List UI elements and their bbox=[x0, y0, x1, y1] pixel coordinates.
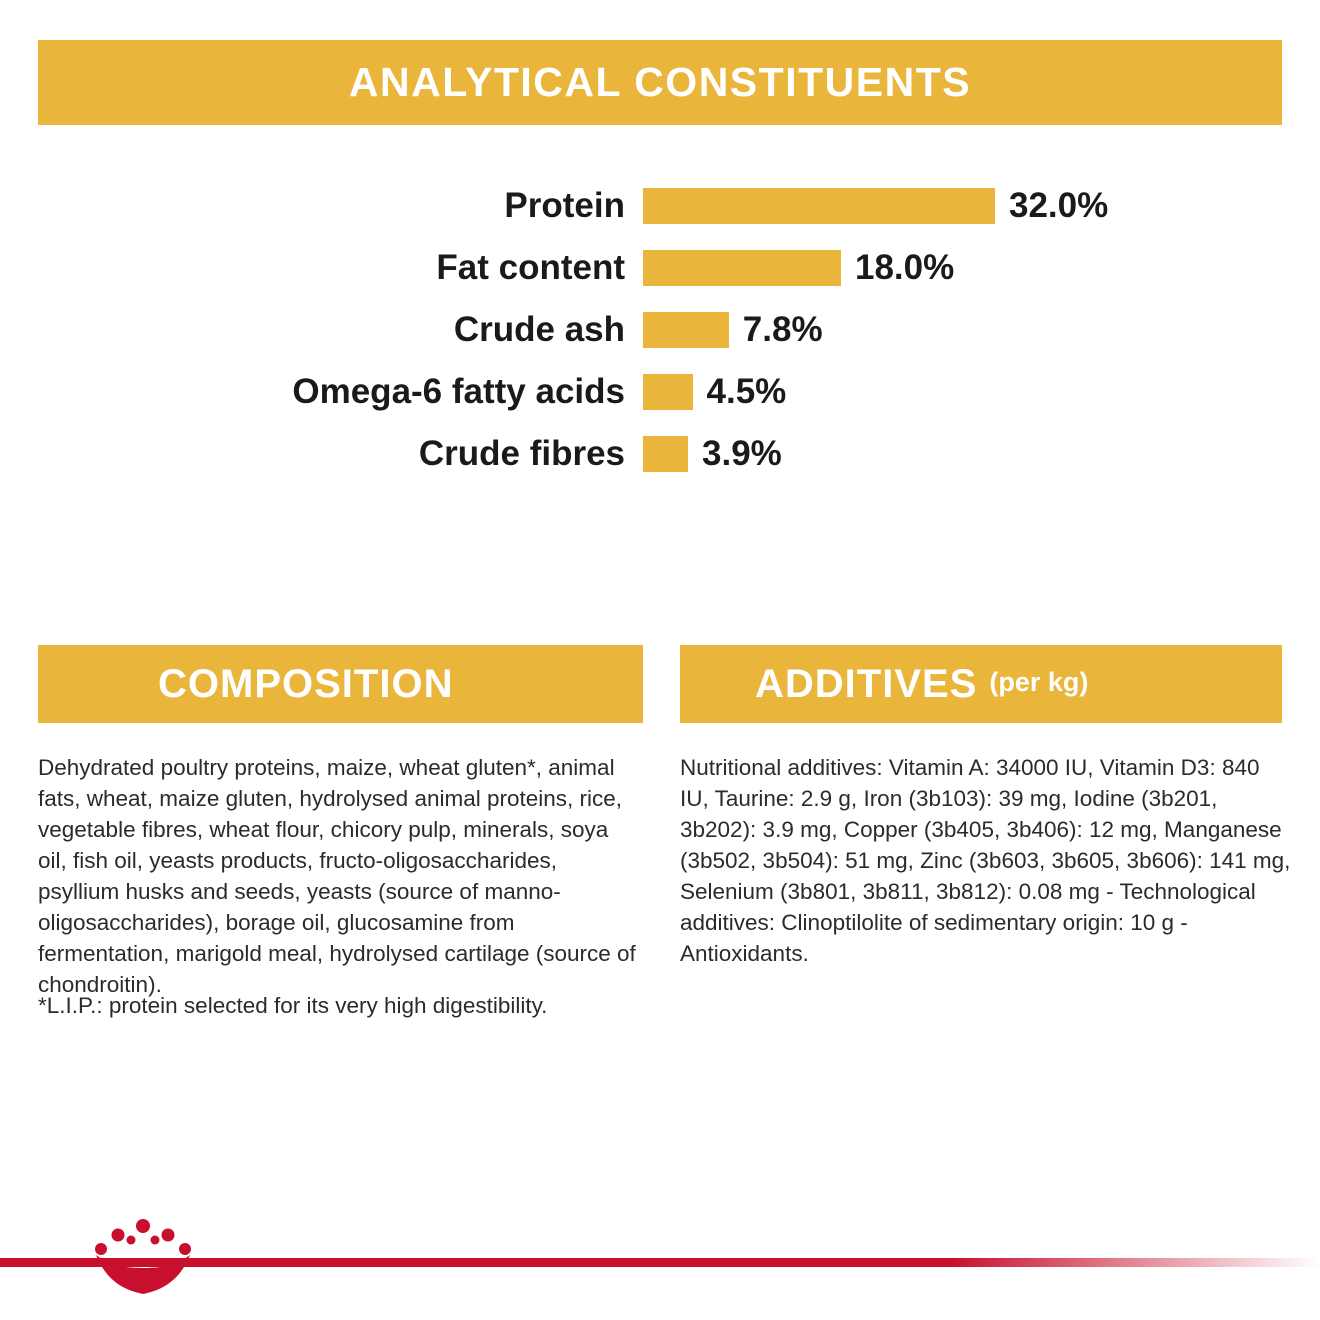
constituent-label: Protein bbox=[504, 186, 625, 225]
additives-text: Nutritional additives: Vitamin A: 34000 IU, Vitamin D3: 840 IU, Taurine: 2.9 g, Iron (3b103): 39 mg, Iodine (3b201, 3b202): 3.9 mg, Copper (3b405, 3b406): 12 mg, Manganese (3b502, 3b504): 51 mg, Zinc (3b603, 3b605, 3b606): 141 mg, Selenium (3b801, 3b811, 3b812): 0.08 mg - Technological additives: Clinoptilolite of sedimentary origin: 10 g - Antioxidants. bbox=[680, 755, 1291, 966]
constituent-bar-wrap bbox=[643, 186, 1108, 226]
constituent-bar bbox=[643, 374, 693, 410]
constituent-bar-wrap bbox=[643, 310, 823, 350]
constituent-bar bbox=[643, 188, 995, 224]
constituent-row bbox=[38, 237, 1282, 299]
constituent-value: 18.0% bbox=[855, 248, 955, 287]
constituent-row bbox=[38, 361, 1282, 423]
analytical-constituents-title: ANALYTICAL CONSTITUENTS bbox=[348, 59, 972, 105]
analytical-constituents-header bbox=[38, 40, 1282, 125]
constituent-label: Omega-6 fatty acids bbox=[292, 372, 625, 411]
constituent-bar bbox=[643, 312, 729, 348]
composition-text: Dehydrated poultry proteins, maize, wheat gluten*, animal fats, wheat, maize gluten, hydrolysed animal proteins, rice, vegetable fibres, wheat flour, chicory pulp, minerals, soya oil, fish oil, yeasts products, fructo-oligosaccharides, psyllium husks and seeds, yeasts (source of manno-oligosaccharides), borage oil, glucosamine from fermentation, marigold meal, hydrolysed cartilage (source of chondroitin). bbox=[38, 755, 636, 997]
constituent-row bbox=[38, 299, 1282, 361]
composition-footnote: *L.I.P.: protein selected for its very high digestibility. bbox=[38, 993, 548, 1018]
constituent-bar bbox=[643, 250, 841, 286]
constituent-bar-wrap bbox=[643, 434, 782, 474]
footer-stripe bbox=[0, 1258, 1320, 1267]
constituent-value: 32.0% bbox=[1009, 186, 1109, 225]
constituent-value: 4.5% bbox=[706, 372, 787, 411]
composition-title: COMPOSITION bbox=[158, 661, 454, 706]
royal-canin-crown-logo bbox=[88, 1218, 198, 1296]
constituent-row bbox=[38, 175, 1282, 237]
constituent-value: 3.9% bbox=[702, 434, 782, 473]
additives-title: ADDITIVES bbox=[755, 661, 978, 706]
constituent-label: Crude ash bbox=[453, 310, 625, 349]
composition-header bbox=[38, 645, 643, 723]
constituent-bar-wrap bbox=[643, 248, 954, 288]
additives-header bbox=[680, 645, 1282, 723]
footer bbox=[0, 1200, 1320, 1320]
additives-subtitle: (per kg) bbox=[989, 667, 1089, 697]
constituent-bar-wrap bbox=[643, 372, 786, 412]
analytical-constituents-chart bbox=[38, 175, 1282, 485]
constituent-bar bbox=[643, 436, 688, 472]
constituent-row bbox=[38, 423, 1282, 485]
constituent-label: Fat content bbox=[436, 248, 625, 287]
constituent-value: 7.8% bbox=[742, 310, 823, 349]
constituent-label: Crude fibres bbox=[418, 434, 625, 473]
